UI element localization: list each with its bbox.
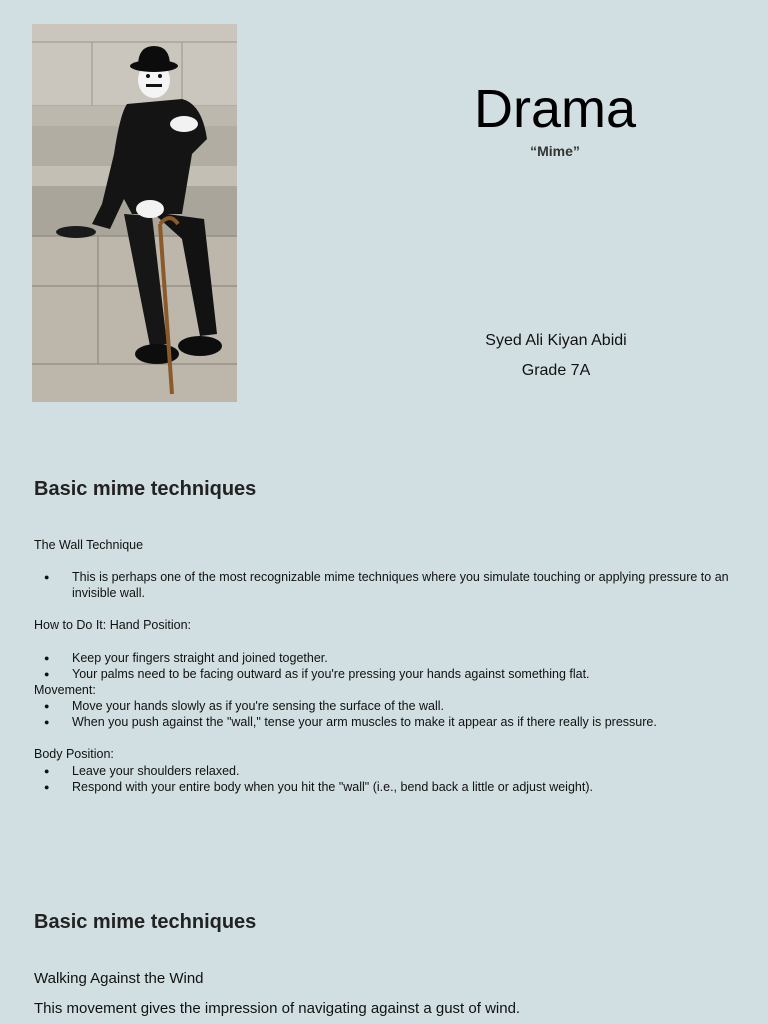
movement-title: Movement:: [34, 683, 96, 697]
list-item: ● Respond with your entire body when you hit the "wall" (i.e., bend back a little or adjust weight).: [34, 779, 734, 795]
list-item: ● Move your hands slowly as if you're sensing the surface of the wall.: [34, 698, 734, 714]
list-item: ● Keep your fingers straight and joined together.: [34, 650, 734, 666]
list-item: ● Your palms need to be facing outward as if you're pressing your hands against something flat.: [34, 666, 734, 682]
wind-technique-title: Walking Against the Wind: [34, 970, 204, 987]
hand-bullet-list: [34, 650, 734, 682]
wall-technique-title: The Wall Technique: [34, 538, 144, 552]
movement-bullet-list: [34, 698, 734, 730]
list-item: ● When you push against the "wall," tense your arm muscles to make it appear as if there really is pressure.: [34, 714, 734, 730]
wind-description: This movement gives the impression of navigating against a gust of wind.: [34, 1000, 521, 1017]
list-item: ● This is perhaps one of the most recognizable mime techniques where you simulate touching or applying pressure to an invisible wall.: [34, 569, 734, 601]
list-item: ● Leave your shoulders relaxed.: [34, 763, 734, 779]
mime-illustration: [32, 24, 237, 402]
wall-bullet-list: [34, 569, 734, 601]
body-position-title: Body Position:: [34, 747, 114, 761]
mime-photo: [32, 24, 237, 402]
grade-label: Grade 7A: [521, 362, 591, 379]
section-heading-1: Basic mime techniques: [34, 478, 257, 500]
page-title: Drama: [473, 79, 637, 139]
howto-title: How to Do It: Hand Position:: [34, 618, 192, 632]
section-heading-2: Basic mime techniques: [34, 911, 257, 933]
body-bullet-list: [34, 763, 734, 795]
author-name: Syed Ali Kiyan Abidi: [485, 332, 627, 349]
page-subtitle: “Mime”: [530, 143, 580, 159]
